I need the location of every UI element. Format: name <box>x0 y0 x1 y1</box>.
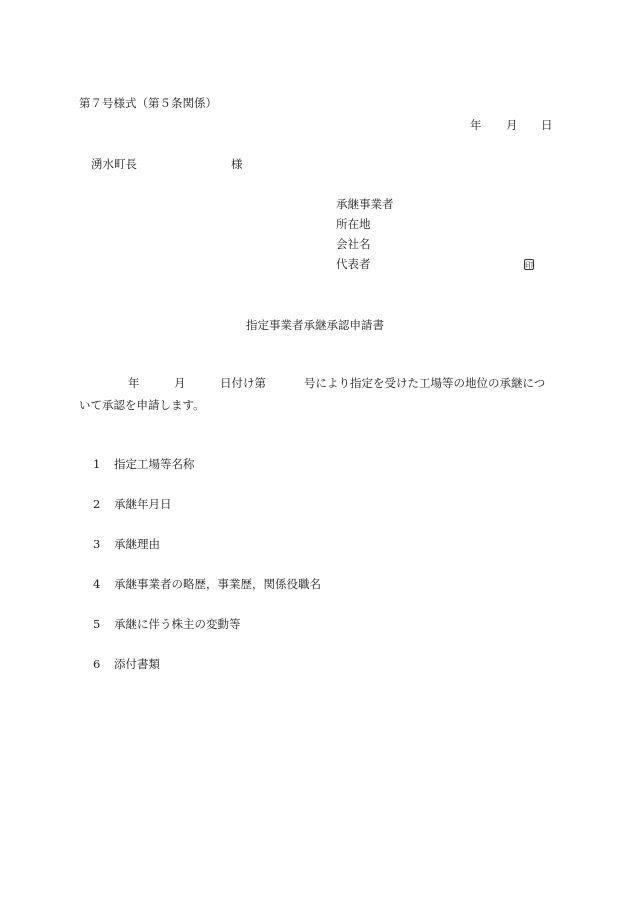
seal-icon: 印 <box>525 261 533 270</box>
body-line1-rest: 号により指定を受けた工場等の地位の承継につ <box>304 376 546 390</box>
date-month: 月 <box>506 118 518 132</box>
item-number: 3 <box>93 537 101 551</box>
item-number: 6 <box>93 657 101 671</box>
item-label: 承継に伴う株主の変動等 <box>114 617 241 631</box>
body-month: 月 <box>174 376 186 390</box>
item-number: 4 <box>93 577 101 591</box>
body-line2: いて承認を申請します。 <box>79 398 205 412</box>
item-number: 5 <box>93 617 101 631</box>
document-title: 指定事業者承継承認申請書 <box>246 318 384 332</box>
item-label: 承継事業者の略歴，事業歴，関係役職名 <box>114 577 321 591</box>
body-dated-no: 日付け第 <box>220 376 266 390</box>
item-label: 指定工場等名称 <box>114 457 195 471</box>
applicant-role: 承継事業者 <box>336 197 394 211</box>
form-number: 第７号様式（第５条関係） <box>79 96 217 110</box>
item-number: 2 <box>93 497 101 511</box>
date-year: 年 <box>470 118 482 132</box>
item-label: 添付書類 <box>114 657 160 671</box>
company-label: 会社名 <box>336 237 371 251</box>
address-label: 所在地 <box>336 217 371 231</box>
body-year: 年 <box>128 376 140 390</box>
item-label: 承継理由 <box>114 537 160 551</box>
addressee-name: 湧水町長 <box>91 157 137 171</box>
item-label: 承継年月日 <box>114 497 172 511</box>
addressee-honorific: 様 <box>231 157 243 171</box>
representative-label: 代表者 <box>336 257 371 271</box>
item-number: 1 <box>93 457 101 471</box>
date-day: 日 <box>541 118 553 132</box>
